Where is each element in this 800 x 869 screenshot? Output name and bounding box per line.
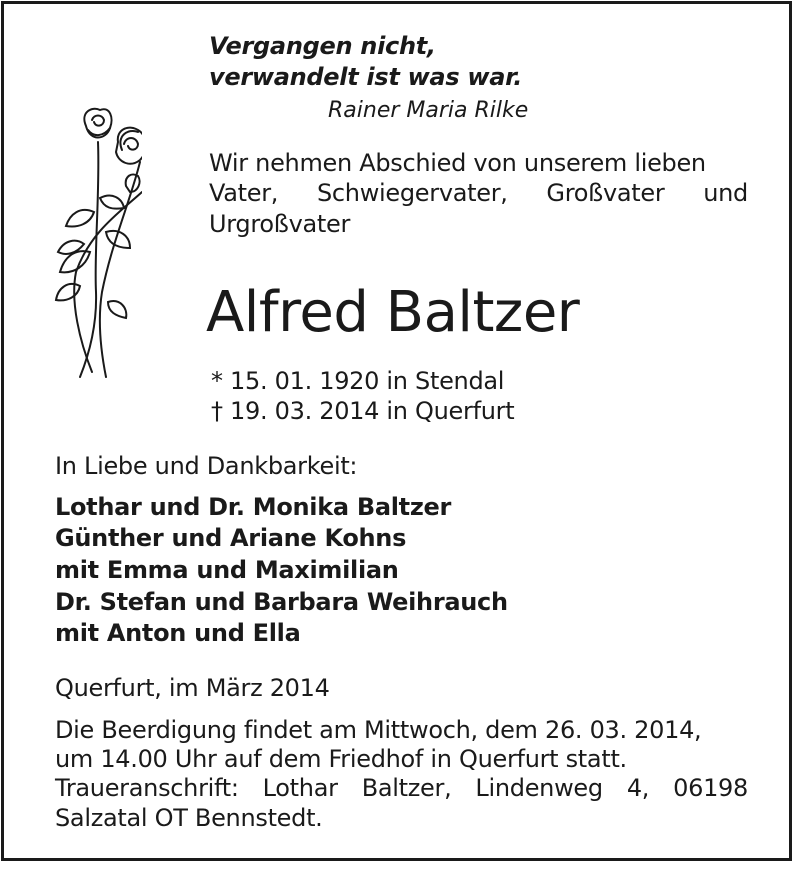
- mourner-name: mit Anton und Ella: [55, 619, 301, 647]
- mourner-name: Dr. Stefan und Barbara Weihrauch: [55, 588, 508, 616]
- funeral-line-3: Traueranschrift: Lothar Baltzer, Lindenweg 4, 06198: [55, 774, 748, 802]
- birth-date: * 15. 01. 1920 in Stendal: [211, 367, 505, 395]
- mourner-name: Günther und Ariane Kohns: [55, 524, 407, 552]
- funeral-line-4: Salzatal OT Bennstedt.: [55, 804, 323, 832]
- mourner-name: mit Emma und Maximilian: [55, 556, 399, 584]
- roses-icon: [50, 102, 142, 384]
- mourner-name: Lothar und Dr. Monika Baltzer: [55, 493, 452, 521]
- place-date: Querfurt, im März 2014: [55, 674, 330, 702]
- quote-author: Rainer Maria Rilke: [328, 98, 529, 123]
- deceased-name: Alfred Baltzer: [206, 280, 580, 345]
- intro-line-1: Wir nehmen Abschied von unserem lieben: [209, 149, 706, 177]
- quote-line-1: Vergangen nicht,: [209, 32, 436, 60]
- quote-line-2: verwandelt ist was war.: [209, 63, 523, 91]
- funeral-line-1: Die Beerdigung findet am Mittwoch, dem 26. 03. 2014,: [55, 716, 702, 744]
- obituary-card: [1, 1, 792, 861]
- intro-line-2: Vater, Schwiegervater, Großvater und: [209, 179, 748, 207]
- mourners-heading: In Liebe und Dankbarkeit:: [55, 452, 358, 480]
- death-date: † 19. 03. 2014 in Querfurt: [211, 397, 515, 425]
- funeral-line-2: um 14.00 Uhr auf dem Friedhof in Querfurt statt.: [55, 745, 627, 773]
- intro-line-3: Urgroßvater: [209, 210, 351, 238]
